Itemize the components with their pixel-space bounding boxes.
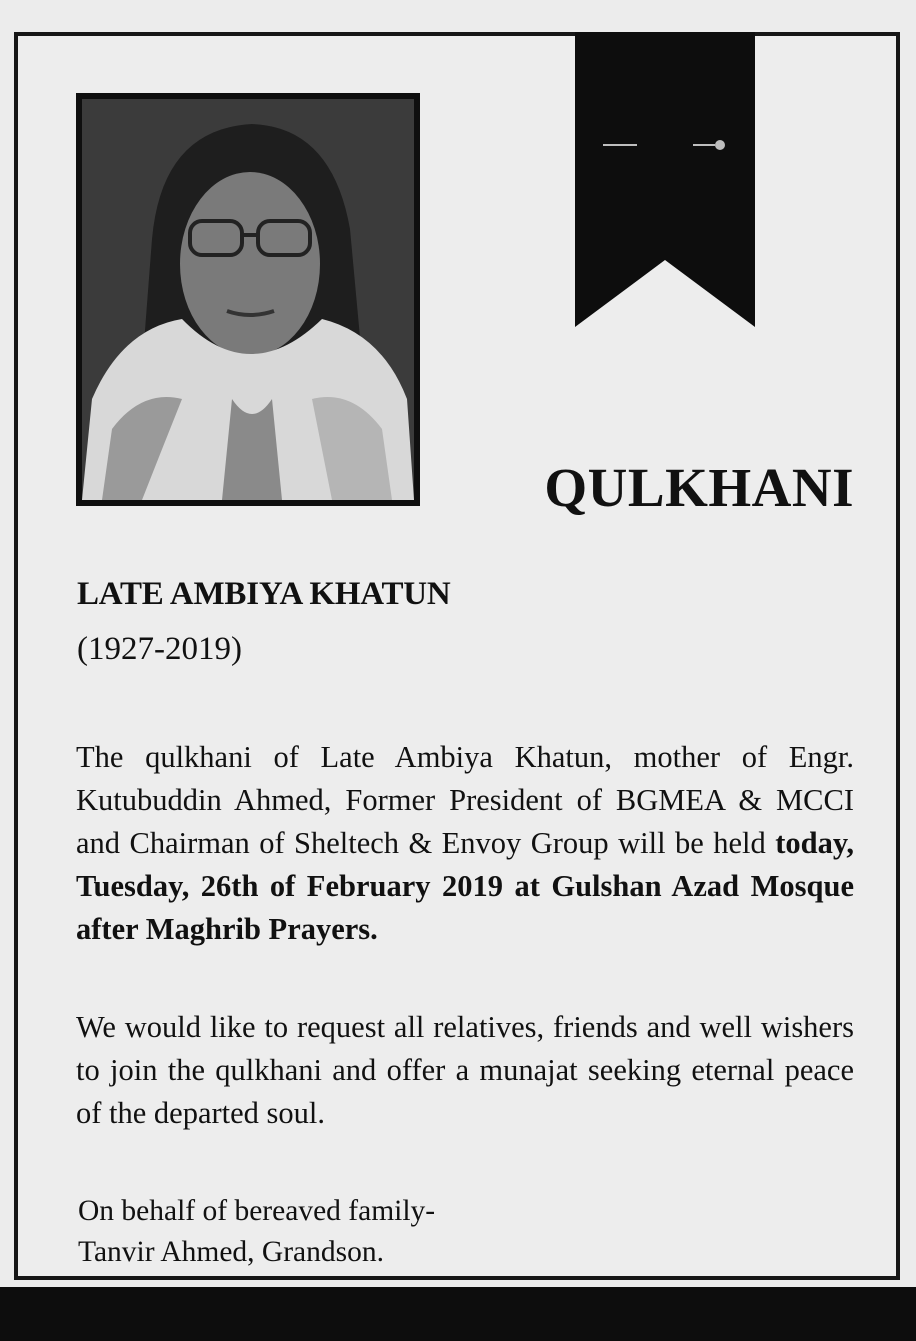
deceased-name: LATE AMBIYA KHATUN <box>77 576 451 612</box>
announcement-text: The qulkhani of Late Ambiya Khatun, mother of Engr. Kutubuddin Ahmed, Former President of BGMEA & MCCI and Chairman of Sheltech & Envoy Group will be held <box>76 740 854 860</box>
portrait-photo <box>76 93 420 506</box>
signature-line-family: On behalf of bereaved family- <box>78 1195 436 1227</box>
event-details: today, Tuesday, 26th of February 2019 at Gulshan Azad Mosque after Maghrib Prayers. <box>76 826 855 946</box>
obituary-notice <box>14 32 900 1280</box>
black-mourning-ribbon-icon <box>575 32 755 332</box>
life-years: (1927-2019) <box>77 631 242 667</box>
bottom-black-bar <box>0 1287 916 1341</box>
notice-heading: QULKHANI <box>544 457 854 518</box>
request-paragraph: We would like to request all relatives, friends and well wishers to join the qulkhani and offer a munajat seeking eternal peace of the departed soul. <box>76 1010 854 1130</box>
signature-line-name: Tanvir Ahmed, Grandson. <box>78 1236 384 1268</box>
signature-block <box>78 1191 435 1273</box>
announcement-paragraph <box>76 736 854 951</box>
